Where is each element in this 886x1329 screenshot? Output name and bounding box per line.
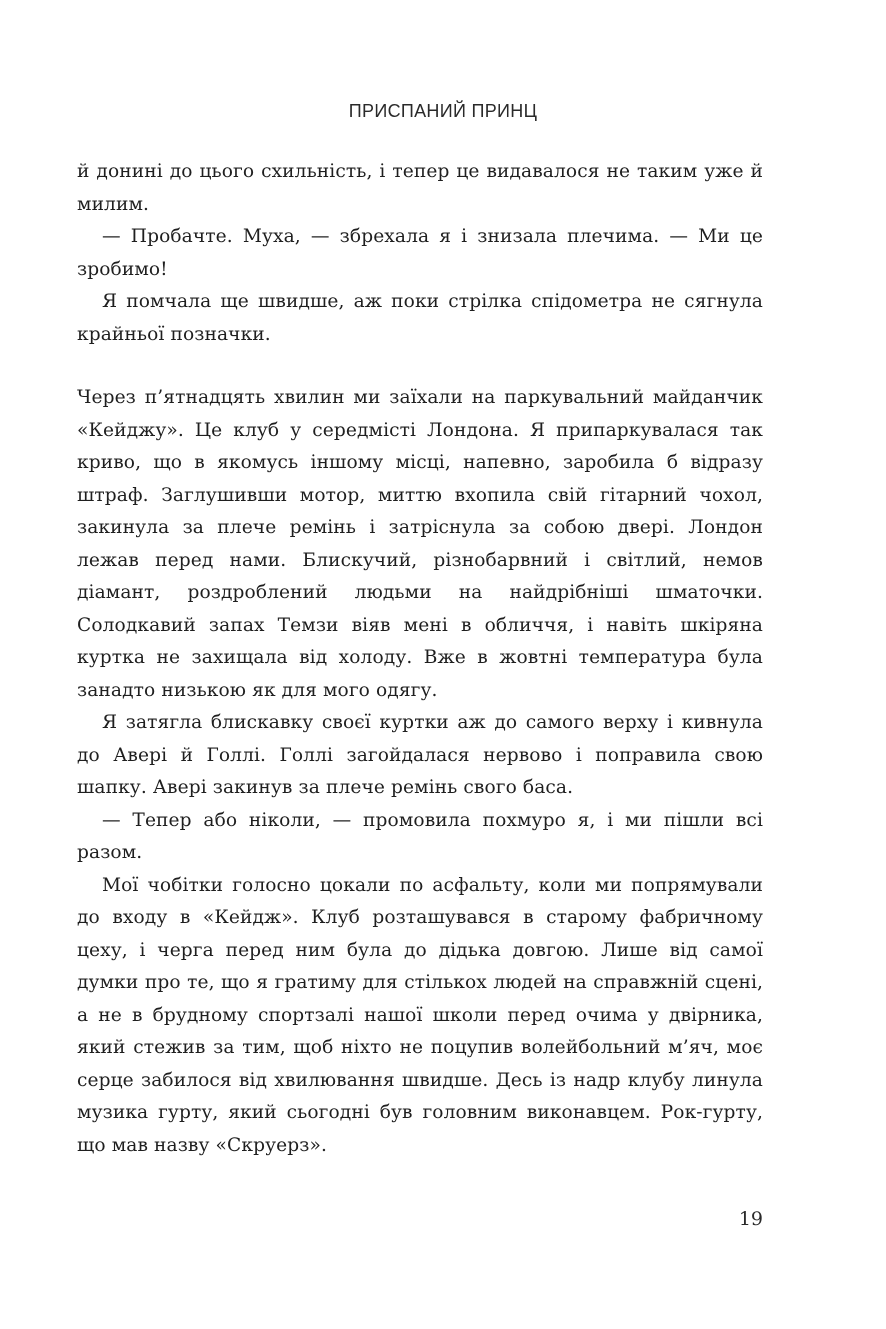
paragraph: — Тепер або ніколи, — промовила похмуро я, і ми пішли всі разом. xyxy=(77,809,763,863)
paragraph: Я помчала ще швидше, аж поки стрілка спідометра не сягнула крайньої позначки. xyxy=(77,291,763,345)
page-number: 19 xyxy=(738,1208,763,1230)
text-section-two xyxy=(77,382,763,1162)
paragraph: — Пробачте. Муха, — збрехала я і знизала плечима. — Ми це зробимо! xyxy=(77,226,763,280)
text-section-one xyxy=(77,156,763,351)
paragraph: Я затягла блискавку своєї куртки аж до самого верху і кивнула до Аверi й Голлі. Голлі загойдалася нервово і поправила свою шапку. Аверi закинув за плече ремінь свого баса. xyxy=(77,712,763,798)
paragraph: й донині до цього схильність, і тепер це видавалося не таким уже й милим. xyxy=(77,161,763,215)
paragraph: Через п’ятнадцять хвилин ми заїхали на паркувальний майданчик «Кейджу». Це клуб у середмісті Лондона. Я припаркувалася так криво, що в якомусь іншому місці, напевно, заробила б відразу штраф. Заглушивши мотор, миттю вхопила свій гітарний чохол, закинула за плече ремінь і затріснула за собою двері. Лондон лежав перед нами. Блискучий, різнобарвний і світлий, немов діамант, роздроблений людьми на найдрібніші шматочки. Солодкавий запах Темзи віяв мені в обличчя, і навіть шкіряна куртка не захищала від холоду. Вже в жовтні температура була занадто низькою як для мого одягу. xyxy=(77,387,763,701)
paragraph: Мої чобітки голосно цокали по асфальту, коли ми попрямували до входу в «Кейдж». Клуб розташувався в старому фабричному цеху, і черга перед ним була до дідька довгою. Лише від самої думки про те, що я гратиму для стількох людей на справжній сцені, а не в брудному спортзалі нашої школи перед очима у двірника, який стежив за тим, щоб ніхто не поцупив волейбольний м’яч, моє серце забилося від хвилювання швидше. Десь із надр клубу линула музика гурту, який сьогодні був головним виконавцем. Рок-гурту, що мав назву «Скруерз». xyxy=(77,874,763,1156)
running-head-title: ПРИСПАНИЙ ПРИНЦ xyxy=(348,101,538,121)
